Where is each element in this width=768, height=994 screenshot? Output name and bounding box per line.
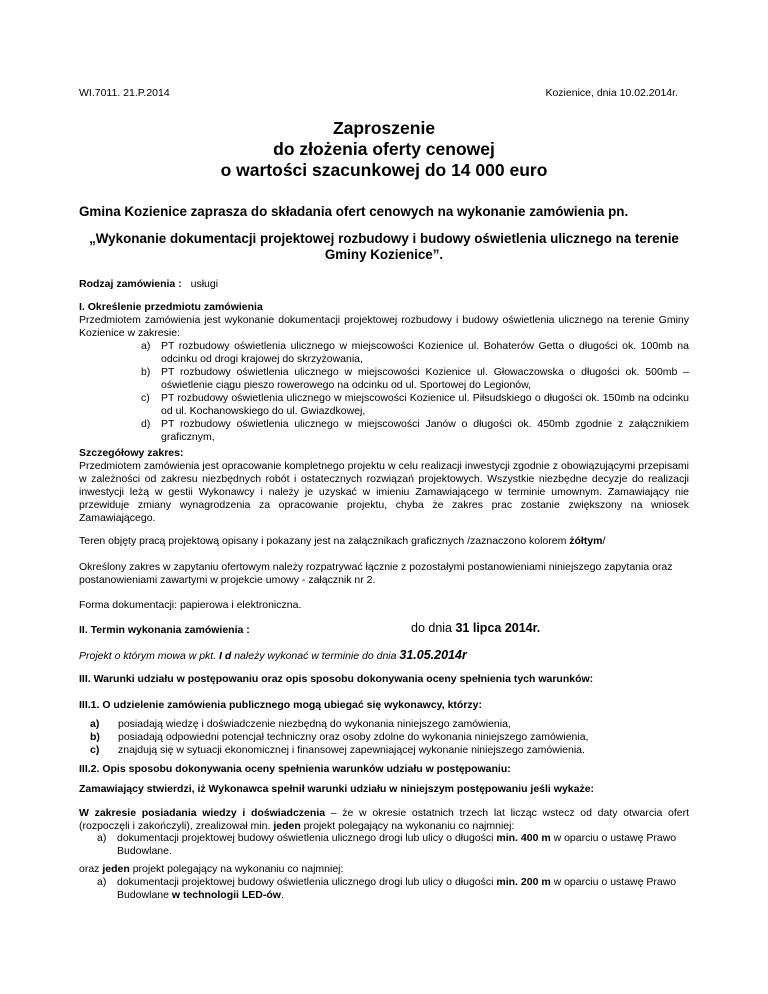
list-item: a) PT rozbudowy oświetlenia ulicznego w miejscowości Kozienice ul. Bohaterów Getta o długości ok. 100mb na odcinku od drogi krajowej do skrzyżowania,	[141, 340, 689, 365]
project-note: Projekt o którym mowa w pkt. I d należy wykonać w terminie do dnia 31.05.2014r	[79, 648, 467, 662]
section-1-text: Przedmiotem zamówienia jest wykonanie dokumentacji projektowej rozbudowy i budowy oświetlenia ulicznego na terenie Gminy Kozienice w zakresie:	[79, 314, 689, 339]
list-item: a) posiadają wiedzę i doświadczenie niezbędną do wykonania niniejszego zamówienia,	[90, 718, 511, 730]
title-line-3: o wartości szacunkowej do 14 000 euro	[220, 160, 548, 180]
knowledge-item-1: a) dokumentacji projektowej budowy oświetlenia ulicznego drogi lub ulicy o długości min. 400 m w oparciu o ustawę Prawo Budowlane.	[97, 832, 677, 857]
list-item: b) PT rozbudowy oświetlenia ulicznego w miejscowości Kozienice ul. Głowaczowska o długości ok. 500mb – oświetlenie ciągu pieszo rowerowego na odcinku od ul. Sportowej do Legionów,	[141, 366, 689, 391]
list-item: c) PT rozbudowy oświetlenia ulicznego w miejscowości Kozienice ul. Piłsudskiego o długości ok. 150mb na odcinku od ul. Kochanowskiego do ul. Gwiazdkowej,	[141, 392, 689, 417]
section-1	[79, 301, 689, 444]
project-deadline: 31.05.2014r	[399, 648, 467, 662]
knowledge-paragraph: W zakresie posiadania wiedzy i doświadczenia – że w okresie ostatnich trzech lat licząc wstecz od daty otwarcia ofert (rozpoczęli i zakończyli), zrealizował min. jeden projekt polegający na wykonaniu co najmniej:	[79, 807, 689, 832]
detailed-scope	[79, 447, 689, 525]
title-line-1: Zaproszenie	[332, 118, 436, 138]
place-date: Kozienice, dnia 10.02.2014r.	[545, 87, 678, 99]
section-2-heading: II. Termin wykonania zamówienia :	[79, 624, 250, 636]
yellow-highlight-word: żółtym	[569, 535, 603, 547]
scope-text: Przedmiotem zamówienia jest opracowanie kompletnego projektu w celu realizacji inwestycji zgodnie z obowiązującymi przepisami w zależności od zakresu niezbędnych robót i ostatecznych rozwiązań projektowych. Wszystkie niezbędne decyzje do realizacji inwestycji leżą w gestii Wykonawcy i należy je uzyskać w imieniu Zamawiającego w terminie umownym. Zamawiający nie przewiduje zmiany wynagrodzenia za opracowanie projektu, chyba że zakres prac zostanie zwiększony na wniosek Zamawiającego.	[79, 460, 689, 524]
section-1-heading: I. Określenie przedmiotu zamówienia	[79, 301, 263, 313]
section-3-3: Zamawiający stwierdzi, iż Wykonawca spełnił warunki udziału w niniejszym postępowaniu jeśli wykaże:	[79, 783, 595, 795]
scope-note: Określony zakres w zapytaniu ofertowym należy rozpatrywać łącznie z pozostałymi postanowieniami niniejszego zapytania oraz postanowieniami zawartymi w projekcie umowy - załącznik nr 2.	[79, 561, 673, 586]
area-text: Teren objęty pracą projektową opisany i pokazany jest na załącznikach graficznych /zaznaczono kolorem żółtym/	[79, 535, 606, 547]
list-item: b) posiadają odpowiedni potencjał techniczny oraz osoby zdolne do wykonania niniejszego zamówienia,	[90, 731, 589, 743]
project-title: „Wykonanie dokumentacji projektowej rozbudowy i budowy oświetlenia ulicznego na terenie Gminy Kozienice”.	[89, 231, 679, 262]
documentation-form: Forma dokumentacji: papierowa i elektroniczna.	[79, 599, 302, 611]
section-3-2: III.2. Opis sposobu dokonywania oceny spełnienia warunków udziału w postępowaniu:	[79, 763, 511, 775]
section-2-value: do dnia 31 lipca 2014r.	[411, 621, 541, 635]
list-item: d) PT rozbudowy oświetlenia ulicznego w miejscowości Janów o długości ok. 450mb zgodnie z załącznikiem graficznym,	[141, 418, 689, 443]
list-item: c) znajdują się w sytuacji ekonomicznej i finansowej zapewniającej wykonanie niniejszego zamówienia.	[90, 744, 585, 756]
order-type	[79, 278, 218, 291]
conditions-list	[90, 718, 690, 757]
section-3-heading: III. Warunki udziału w postępowaniu oraz opis sposobu dokonywania oceny spełnienia tych warunków:	[79, 673, 594, 685]
order-type-value: usługi	[190, 278, 219, 290]
knowledge-item-2: a) dokumentacji projektowej budowy oświetlenia ulicznego drogi lub ulicy o długości min. 200 m w oparciu o ustawę Prawo Budowlane w technologii LED-ów.	[97, 876, 677, 901]
scope-heading: Szczegółowy zakres:	[79, 447, 184, 459]
section-1-list	[141, 340, 689, 444]
intro-text: Gmina Kozienice zaprasza do składania ofert cenowych na wykonanie zamówienia pn.	[79, 204, 629, 219]
or-line: oraz jeden projekt polegający na wykonaniu co najmniej:	[79, 863, 344, 875]
reference-number: WI.7011. 21.P.2014	[79, 87, 170, 99]
section-3-1: III.1. O udzielenie zamówienia publicznego mogą ubiegać się wykonawcy, którzy:	[79, 699, 482, 711]
title-line-2: do złożenia oferty cenowej	[273, 139, 495, 159]
order-type-label: Rodzaj zamówienia :	[79, 278, 182, 290]
